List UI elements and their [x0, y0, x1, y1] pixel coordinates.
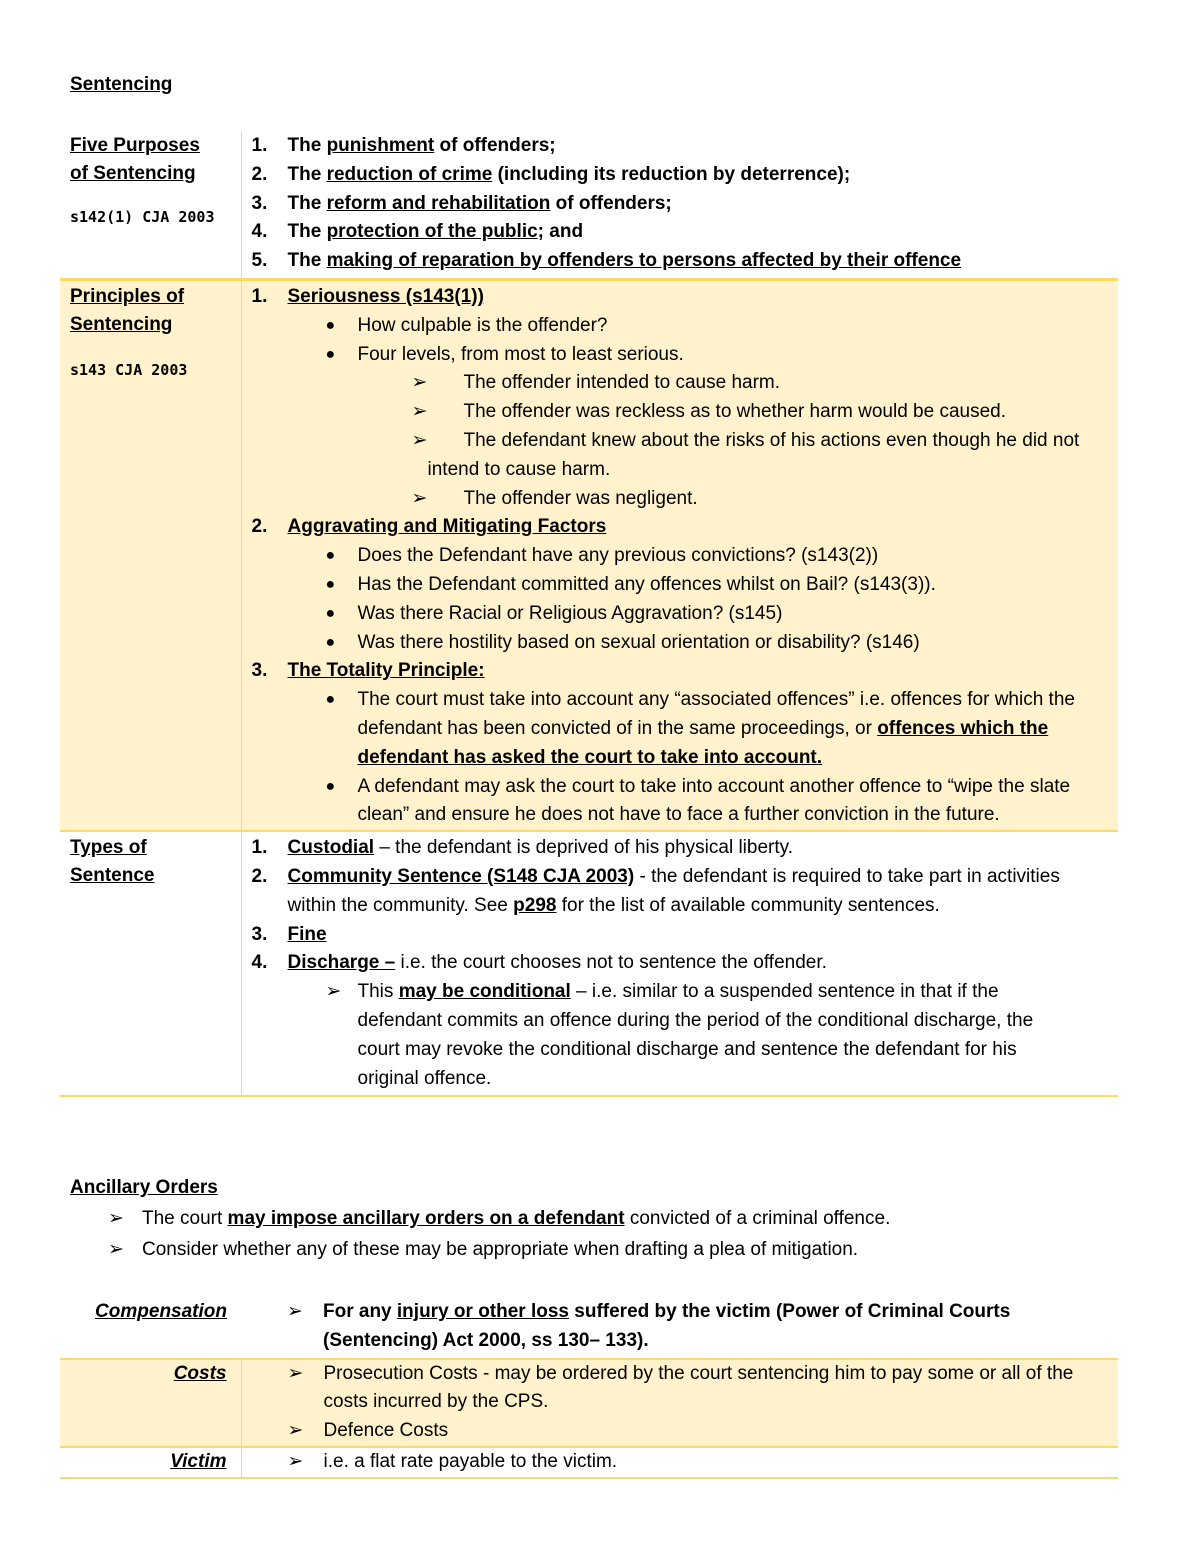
list-item: ● A defendant may ask the court to take into account another offence to “wipe the slate clean” and ensure he does not have to face a further conviction in the future. — [252, 773, 1119, 831]
arrow-bullet-icon: ➢ — [108, 1239, 124, 1260]
principle-seriousness: 1. Seriousness (s143(1)) — [251, 285, 484, 307]
arrow-bullet-icon: ➢ — [287, 1362, 304, 1384]
ancillary-bullet: ➢ The court may impose ancillary orders on a defendant convicted of a criminal offence. — [108, 1205, 890, 1233]
list-item: ● How culpable is the offender? — [252, 312, 1119, 341]
bullet-dot-icon: ● — [325, 345, 336, 363]
types-row — [60, 831, 1118, 1096]
purpose-item: 5. The making of reparation by offenders to persons affected by their offence — [251, 250, 962, 272]
principles-label-line1: Principles of — [70, 285, 185, 307]
types-content-cell — [241, 831, 1118, 1096]
costs-item: ➢ Defence Costs — [288, 1417, 1089, 1446]
arrow-bullet-icon: ➢ — [411, 372, 428, 394]
sentencing-table — [60, 132, 1118, 1097]
list-item: ● Does the Defendant have any previous convictions? (s143(2)) — [252, 542, 1119, 571]
bullet-dot-icon: ● — [325, 691, 336, 709]
list-item: ● Has the Defendant committed any offences whilst on Bail? (s143(3)). — [252, 571, 1119, 600]
culpability-level: ➢ The offender was reckless as to whether harm would be caused. — [252, 398, 1119, 427]
bullet-dot-icon: ● — [325, 575, 336, 593]
purpose-item: 3. The reform and rehabilitation of offenders; — [251, 192, 672, 214]
arrow-bullet-icon: ➢ — [287, 1301, 303, 1322]
compensation-row — [60, 1298, 1118, 1359]
purpose-item: 1. The punishment of offenders; — [251, 135, 556, 156]
bullet-dot-icon: ● — [325, 547, 336, 565]
compensation-content — [241, 1298, 1118, 1359]
list-item: ● The court must take into account any “associated offences” i.e. offences for which the defendant has been convicted of in the same proceedings, or offences which the defendant has asked the court to take into account. — [252, 686, 1119, 772]
ancillary-orders-table — [60, 1298, 1118, 1479]
victim-item: ➢ i.e. a flat rate payable to the victim. — [288, 1448, 1119, 1477]
ancillary-bullet: ➢ Consider whether any of these may be appropriate when drafting a plea of mitigation. — [108, 1236, 858, 1264]
purpose-item: 4. The protection of the public; and — [251, 221, 584, 243]
costs-item: ➢ Prosecution Costs - may be ordered by the court sentencing him to pay some or all of the costs incurred by the CPS. — [288, 1360, 1089, 1418]
sentence-type-custodial: 1. Custodial – the defendant is deprived of his physical liberty. — [251, 837, 794, 859]
list-item: ● Was there Racial or Religious Aggravation? (s145) — [252, 600, 1119, 629]
victim-label: Victim — [60, 1447, 241, 1478]
principles-content-cell — [241, 279, 1118, 831]
purposes-row — [60, 132, 1118, 279]
list-item: ● Was there hostility based on sexual orientation or disability? (s146) — [252, 629, 1119, 658]
compensation-label: Compensation — [60, 1298, 241, 1359]
purposes-content-cell — [241, 132, 1118, 279]
principles-statute-ref: s143 CJA 2003 — [70, 360, 188, 379]
types-label-line2: Sentence — [70, 865, 155, 887]
arrow-bullet-icon: ➢ — [411, 401, 428, 423]
victim-content — [241, 1447, 1118, 1478]
culpability-level: ➢ The offender intended to cause harm. — [252, 369, 1119, 398]
sentence-type-discharge: 4. Discharge – i.e. the court chooses not to sentence the offender. — [251, 952, 827, 974]
costs-row — [60, 1359, 1118, 1447]
conditional-discharge-note: ➢ This may be conditional – i.e. similar to a suspended sentence in that if the defendant commits an offence during the period of the conditional discharge, the court may revoke the conditional discharge and sentence the defendant for his original offence. — [252, 978, 1079, 1093]
sentence-type-fine: 3. Fine — [251, 923, 327, 945]
arrow-bullet-icon: ➢ — [108, 1208, 124, 1229]
compensation-item: ➢ For any injury or other loss suffered by the victim (Power of Criminal Courts (Sentencing) Act 2000, ss 130– 133). — [287, 1298, 1078, 1356]
arrow-bullet-icon: ➢ — [287, 1450, 304, 1472]
bullet-dot-icon: ● — [325, 316, 336, 334]
victim-row — [60, 1447, 1118, 1478]
culpability-level: ➢ The offender was negligent. — [252, 485, 1119, 514]
purposes-statute-ref: s142(1) CJA 2003 — [70, 208, 215, 226]
types-label-line1: Types of — [70, 837, 147, 859]
ancillary-orders-heading: Ancillary Orders — [70, 1177, 218, 1198]
principles-label-cell — [60, 279, 241, 831]
principle-aggravating: 2. Aggravating and Mitigating Factors — [251, 516, 607, 538]
bullet-dot-icon: ● — [325, 633, 336, 651]
purposes-label-line1: Five Purposes — [70, 135, 200, 156]
purpose-item: 2. The reduction of crime (including its reduction by deterrence); — [251, 163, 851, 185]
sentence-type-community: 2. Community Sentence (S148 CJA 2003) - the defendant is required to take part in activities within the community. See p298 for the list of available community sentences. — [251, 865, 1060, 916]
purposes-label-cell — [60, 132, 241, 279]
bullet-dot-icon: ● — [325, 604, 336, 622]
culpability-level: ➢ The defendant knew about the risks of his actions even though he did not intend to cause harm. — [252, 427, 1119, 485]
page-title: Sentencing — [70, 74, 173, 95]
principle-totality: 3. The Totality Principle: — [251, 660, 485, 682]
arrow-bullet-icon: ➢ — [411, 429, 428, 451]
principles-label-line2: Sentencing — [70, 313, 173, 335]
costs-label: Costs — [60, 1359, 241, 1447]
costs-content — [241, 1359, 1118, 1447]
types-label-cell — [60, 831, 241, 1096]
purposes-label-line2: of Sentencing — [70, 163, 196, 184]
bullet-dot-icon: ● — [325, 777, 336, 795]
list-item: ● Four levels, from most to least serious. — [252, 341, 1119, 370]
principles-row — [60, 279, 1118, 831]
arrow-bullet-icon: ➢ — [411, 487, 428, 509]
arrow-bullet-icon: ➢ — [287, 1420, 304, 1442]
arrow-bullet-icon: ➢ — [325, 981, 342, 1003]
